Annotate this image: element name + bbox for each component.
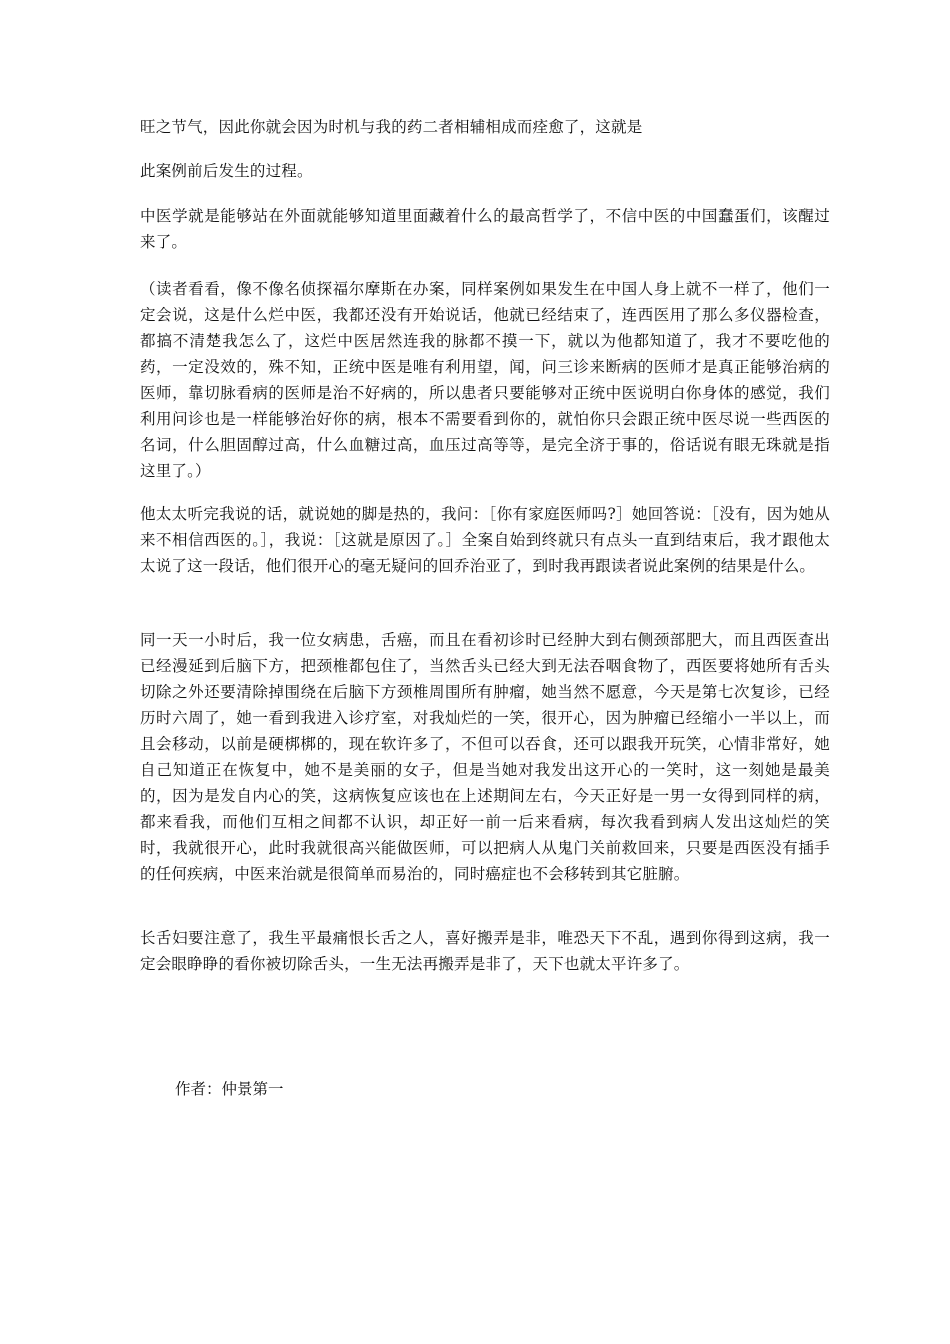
paragraph-5: 他太太听完我说的话，就说她的脚是热的，我问：［你有家庭医师吗?］她回答说：［没有，因为她从来不相信西医的。］，我说：［这就是原因了。］全案自始到终就只有点头一直到结束后，我才跟他太太说了这一段话，他们很开心的毫无疑问的回乔治亚了，到时我再跟读者说此案例的结果是什么。 — [140, 505, 830, 575]
paragraph-4: （读者看看，像不像名侦探福尔摩斯在办案，同样案例如果发生在中国人身上就不一样了，他们一定会说，这是什么烂中医，我都还没有开始说话，他就已经结束了，连西医用了那么多仪器检查，都搞不清楚我怎么了，这烂中医居然连我的脉都不摸一下，就以为他都知道了，我才不要吃他的药，一定没效的，殊不知，正统中医是唯有利用望，闻，问三诊来断病的医师才是真正能够治病的医师，靠切脉看病的医师是治不好病的，所以患者只要能够对正统中医说明白你身体的感觉，我们利用问诊也是一样能够治好你的病，根本不需要看到你的，就怕你只会跟正统中医尽说一些西医的名词，什么胆固醇过高，什么血糖过高，血压过高等等，是完全济于事的，俗话说有眼无珠就是指这里了。） — [140, 280, 830, 480]
paragraph-1: 旺之节气，因此你就会因为时机与我的药二者相辅相成而痊愈了，这就是 — [140, 118, 643, 136]
paragraph-2: 此案例前后发生的过程。 — [140, 162, 313, 180]
author-line: 作者：仲景第一 — [175, 1080, 284, 1098]
paragraph-3: 中医学就是能够站在外面就能够知道里面藏着什么的最高哲学了，不信中医的中国蠢蛋们，该醒过来了。 — [140, 207, 830, 251]
paragraph-7: 长舌妇要注意了，我生平最痛恨长舌之人，喜好搬弄是非，唯恐天下不乱，遇到你得到这病，我一定会眼睁睁的看你被切除舌头，一生无法再搬弄是非了，天下也就太平许多了。 — [140, 929, 830, 973]
paragraph-6: 同一天一小时后，我一位女病患，舌癌，而且在看初诊时已经肿大到右侧颈部肥大，而且西医查出已经漫延到后脑下方，把颈椎都包住了，当然舌头已经大到无法吞咽食物了，西医要将她所有舌头切除之外还要清除掉围绕在后脑下方颈椎周围所有肿瘤，她当然不愿意，今天是第七次复诊，已经历时六周了，她一看到我进入诊疗室，对我灿烂的一笑，很开心，因为肿瘤已经缩小一半以上，而且会移动，以前是硬梆梆的，现在软许多了，不但可以吞食，还可以跟我开玩笑，心情非常好，她自己知道正在恢复中，她不是美丽的女子，但是当她对我发出这开心的一笑时，这一刻她是最美的，因为是发自内心的笑，这病恢复应该也在上述期间左右，今天正好是一男一女得到同样的病，都来看我，而他们互相之间都不认识，却正好一前一后来看病，每次我看到病人发出这灿烂的笑时，我就很开心，此时我就很高兴能做医师，可以把病人从鬼门关前救回来，只要是西医没有插手的任何疾病，中医来治就是很简单而易治的，同时癌症也不会移转到其它脏腑。 — [140, 631, 830, 883]
